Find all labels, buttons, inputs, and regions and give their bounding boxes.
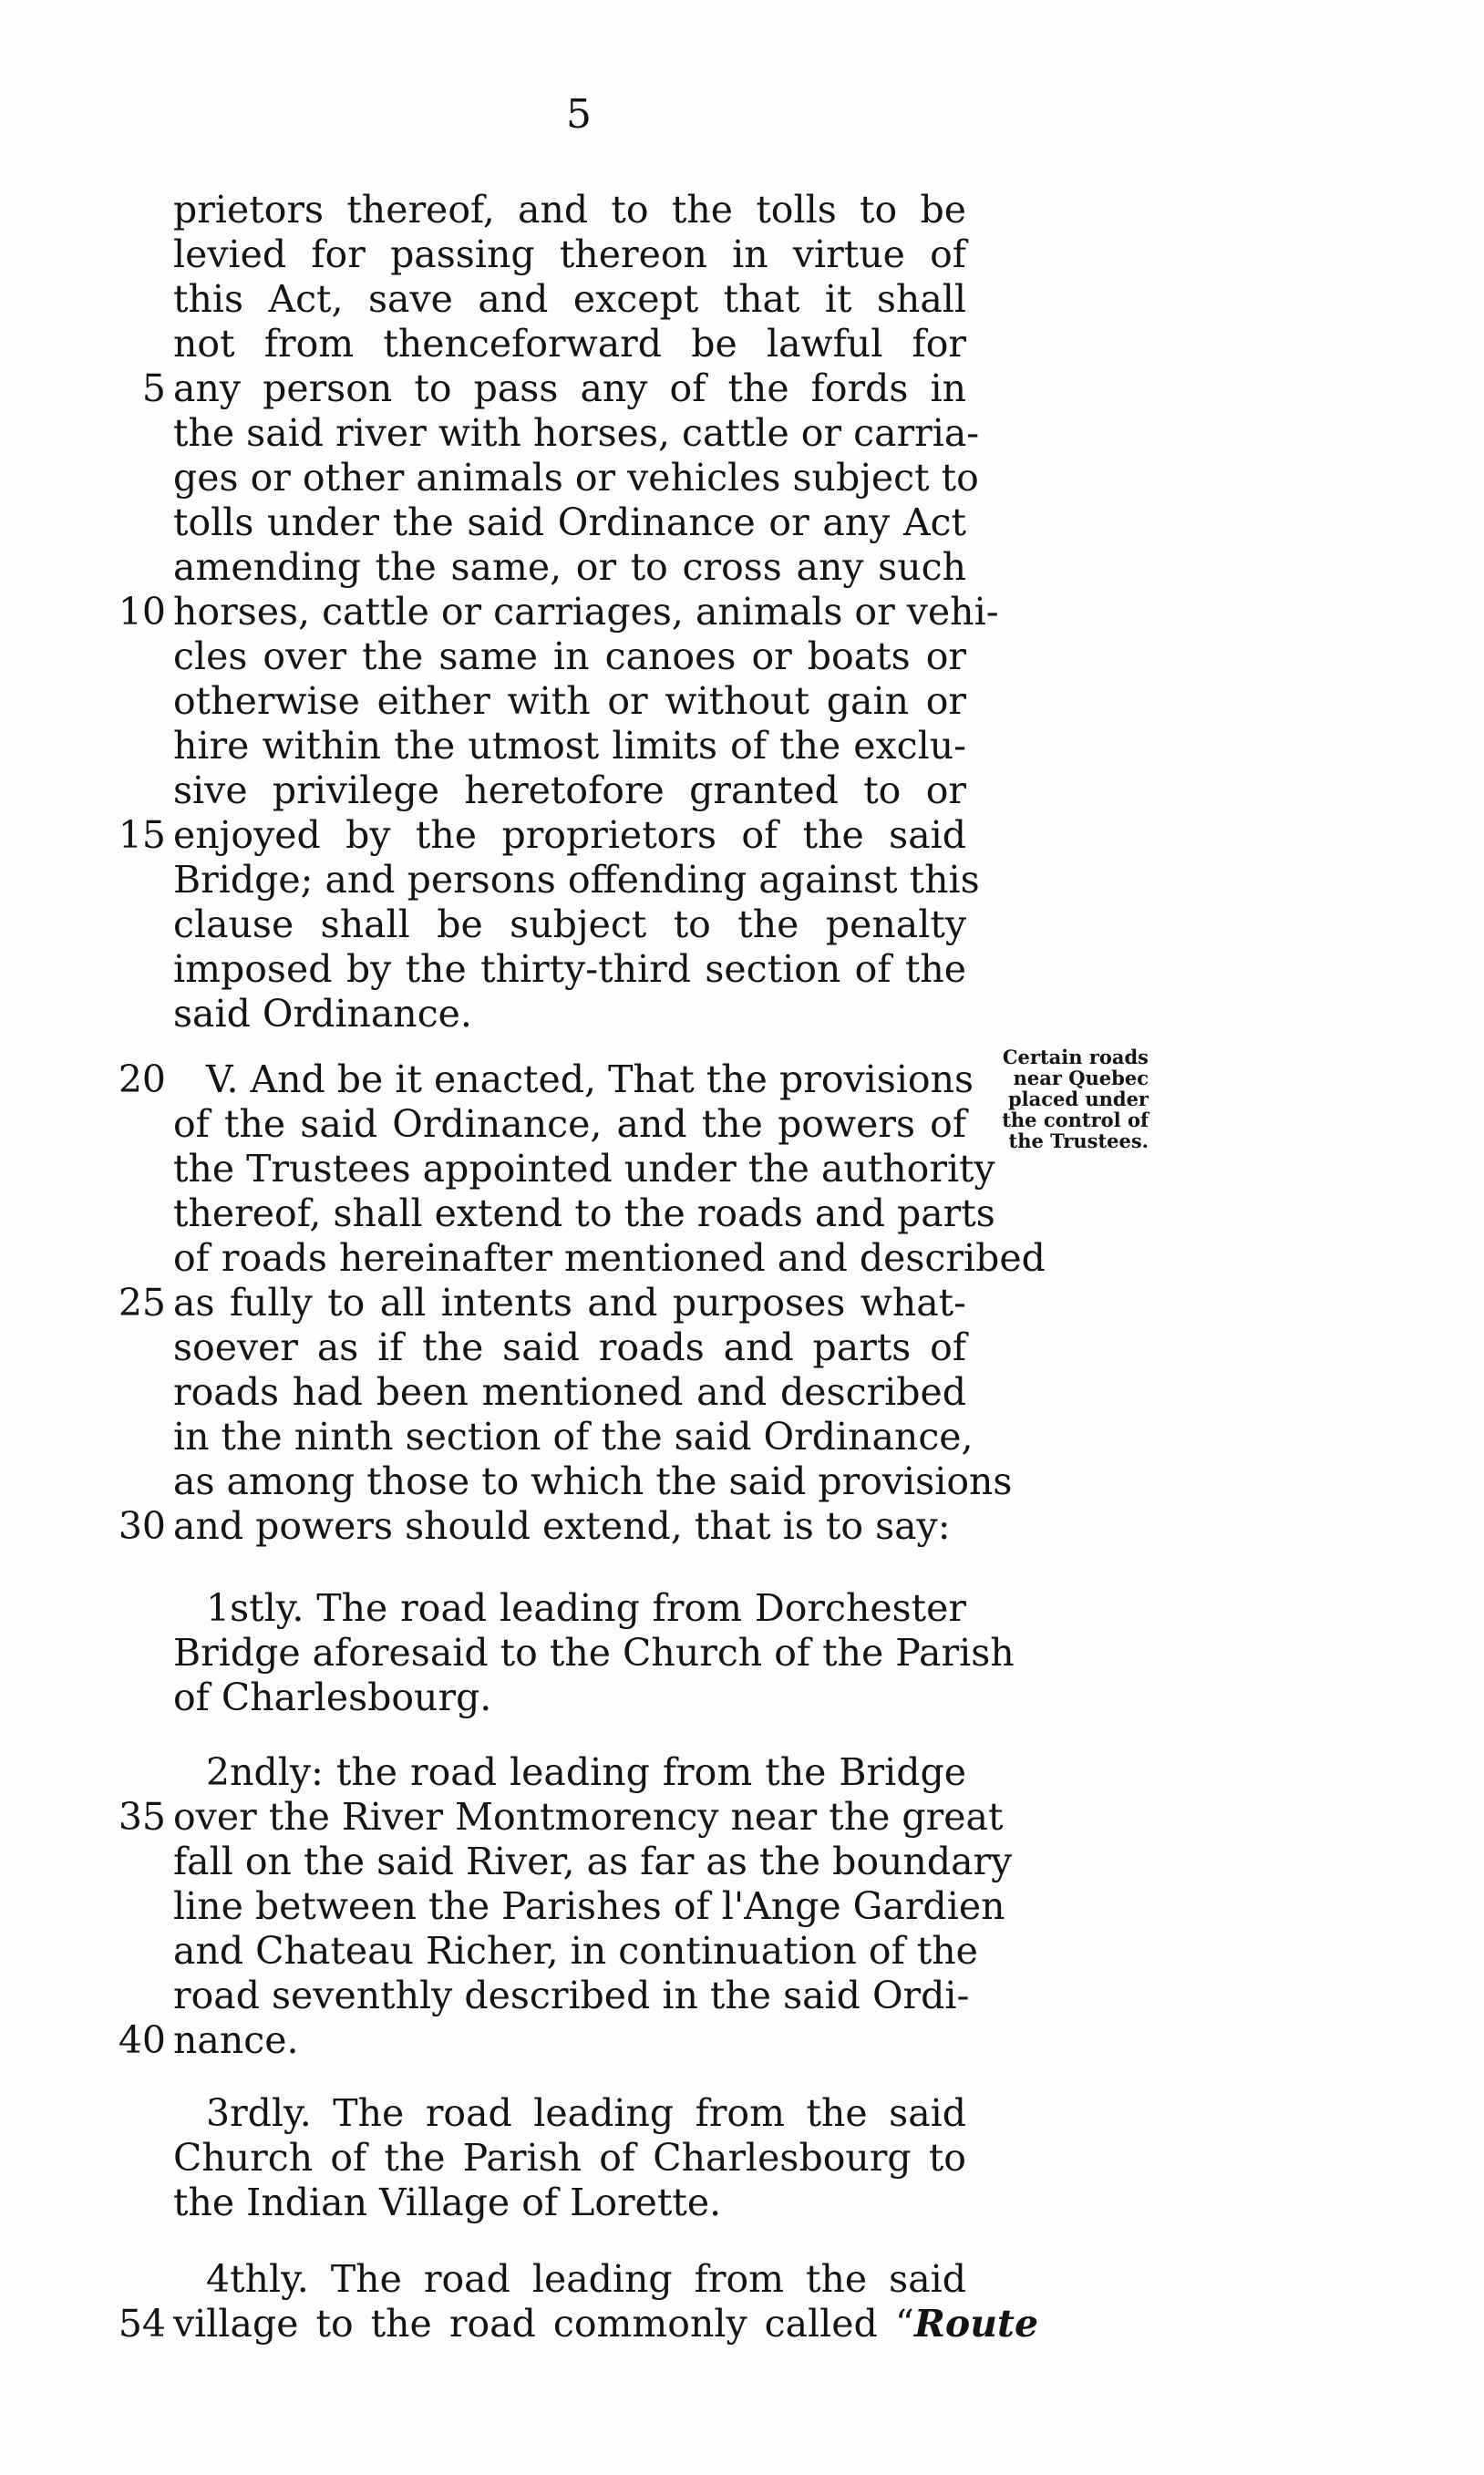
line-number: 10 bbox=[118, 590, 166, 634]
text-line bbox=[173, 1191, 995, 1236]
line-text: levied for passing thereon in virtue of bbox=[173, 232, 966, 276]
text-line bbox=[173, 188, 966, 232]
text-line bbox=[118, 1057, 974, 1102]
text-line bbox=[173, 456, 979, 500]
line-text: sive privilege heretofore granted to or bbox=[173, 768, 966, 812]
line-text: as among those to which the said provisions bbox=[173, 1459, 1013, 1503]
line-text: imposed by the thirty-third section of the bbox=[173, 947, 966, 991]
line-number: 35 bbox=[118, 1795, 166, 1839]
text-line bbox=[173, 902, 966, 947]
text-line bbox=[173, 2257, 966, 2302]
text-line bbox=[173, 1929, 978, 1974]
line-text: 4thly. The road leading from the said bbox=[206, 2257, 966, 2301]
line-text: line between the Parishes of l'Ange Gardien bbox=[173, 1884, 1005, 1928]
paragraph-proprietors bbox=[118, 188, 999, 1036]
item-fourth-road bbox=[118, 2257, 1039, 2346]
page-number: 5 bbox=[566, 91, 592, 138]
line-number: 25 bbox=[118, 1281, 166, 1325]
text-line bbox=[173, 1459, 1013, 1504]
line-number: 5 bbox=[141, 366, 166, 410]
line-text: 1stly. The road leading from Dorchester bbox=[206, 1586, 966, 1630]
line-text: the Indian Village of Lorette. bbox=[173, 2181, 722, 2224]
text-line bbox=[173, 411, 980, 456]
line-text: any person to pass any of the fords in bbox=[173, 366, 966, 410]
line-text: Bridge; and persons offending against this bbox=[173, 858, 980, 902]
line-number: 40 bbox=[118, 2018, 166, 2062]
text-line bbox=[173, 768, 966, 813]
line-text: horses, cattle or carriages, animals or vehi- bbox=[173, 590, 999, 634]
line-number: 20 bbox=[118, 1057, 166, 1101]
line-text: of Charlesbourg. bbox=[173, 1676, 492, 1719]
text-line bbox=[173, 634, 966, 679]
line-text: cles over the same in canoes or boats or bbox=[173, 634, 966, 678]
line-text: over the River Montmorency near the great bbox=[173, 1795, 1004, 1839]
line-number: 54 bbox=[118, 2302, 166, 2346]
margin-note-line: near Quebec bbox=[1013, 1067, 1149, 1089]
margin-note bbox=[975, 1047, 1149, 1151]
text-line bbox=[173, 724, 966, 768]
line-text: 2ndly: the road leading from the Bridge bbox=[206, 1750, 966, 1794]
text-line bbox=[173, 1236, 1046, 1281]
text-line bbox=[118, 590, 999, 634]
text-line bbox=[173, 2091, 966, 2136]
text-line bbox=[118, 1281, 966, 1325]
text-line bbox=[173, 947, 966, 992]
line-text: not from thenceforward be lawful for bbox=[173, 322, 966, 366]
line-text-main: village to the road commonly called “ bbox=[173, 2302, 914, 2346]
item-first-road bbox=[173, 1586, 1015, 1720]
text-line bbox=[173, 1884, 1005, 1929]
line-text: fall on the said River, as far as the boundary bbox=[173, 1840, 1013, 1883]
line-text: enjoyed by the proprietors of the said bbox=[173, 813, 966, 857]
line-number: 15 bbox=[118, 813, 166, 857]
text-line bbox=[173, 1631, 1015, 1676]
line-text: thereof, shall extend to the roads and parts bbox=[173, 1191, 995, 1235]
text-line bbox=[141, 366, 966, 411]
line-text: amending the same, or to cross any such bbox=[173, 545, 966, 589]
line-text: the said river with horses, cattle or carria- bbox=[173, 411, 980, 455]
item-third-road bbox=[173, 2091, 966, 2225]
margin-note-line: the Trustees. bbox=[1008, 1129, 1149, 1152]
text-line bbox=[173, 1102, 966, 1147]
item-second-road bbox=[118, 1750, 1013, 2063]
line-text: roads had been mentioned and described bbox=[173, 1370, 966, 1414]
line-text: ges or other animals or vehicles subject to bbox=[173, 456, 979, 500]
text-line bbox=[173, 322, 966, 366]
line-text: the Trustees appointed under the authority bbox=[173, 1147, 995, 1191]
line-text: as fully to all intents and purposes what- bbox=[173, 1281, 966, 1325]
line-text: tolls under the said Ordinance or any Act bbox=[173, 500, 966, 544]
text-line bbox=[173, 858, 980, 902]
margin-note-line: the control of bbox=[1002, 1109, 1149, 1131]
text-line bbox=[173, 1840, 1013, 1884]
text-line bbox=[173, 1586, 966, 1631]
text-line bbox=[173, 1415, 974, 1459]
line-text: Church of the Parish of Charlesbourg to bbox=[173, 2136, 966, 2180]
line-text: clause shall be subject to the penalty bbox=[173, 902, 966, 946]
line-text: 3rdly. The road leading from the said bbox=[206, 2091, 966, 2135]
section-v-paragraph bbox=[118, 1057, 1046, 1549]
line-text: and Chateau Richer, in continuation of the bbox=[173, 1929, 978, 1973]
text-line bbox=[118, 1795, 1004, 1840]
line-text: prietors thereof, and to the tolls to be bbox=[173, 188, 966, 232]
line-text: soever as if the said roads and parts of bbox=[173, 1325, 966, 1369]
text-line bbox=[173, 679, 966, 724]
line-text: of roads hereinafter mentioned and described bbox=[173, 1236, 1046, 1280]
text-line bbox=[173, 992, 966, 1036]
text-line bbox=[118, 1504, 966, 1549]
line-text: V. And be it enacted, That the provisions bbox=[206, 1057, 974, 1101]
text-line bbox=[173, 1147, 995, 1191]
line-text: hire within the utmost limits of the exclu- bbox=[173, 724, 966, 768]
line-text: road seventhly described in the said Ordi- bbox=[173, 1974, 970, 2017]
line-text: and powers should extend, that is to say: bbox=[173, 1504, 951, 1548]
text-line bbox=[173, 545, 966, 590]
line-text: this Act, save and except that it shall bbox=[173, 277, 966, 321]
line-text: of the said Ordinance, and the powers of bbox=[173, 1102, 966, 1146]
margin-note-line: placed under bbox=[1007, 1088, 1149, 1110]
line-text: in the ninth section of the said Ordinance, bbox=[173, 1415, 974, 1459]
text-line bbox=[173, 2181, 966, 2225]
text-line bbox=[118, 813, 966, 858]
text-line bbox=[118, 2302, 1039, 2346]
text-line bbox=[173, 1325, 966, 1370]
line-text: otherwise either with or without gain or bbox=[173, 679, 966, 723]
line-text: nance. bbox=[173, 2018, 299, 2062]
line-number: 30 bbox=[118, 1504, 166, 1548]
text-line bbox=[173, 277, 966, 322]
text-line bbox=[173, 1370, 966, 1415]
line-text: said Ordinance. bbox=[173, 992, 472, 1036]
text-line bbox=[173, 1750, 966, 1795]
text-line bbox=[118, 2018, 966, 2063]
line-text-italic: Route bbox=[913, 2302, 1039, 2346]
text-line bbox=[173, 1974, 970, 2018]
text-line bbox=[173, 500, 966, 545]
text-line bbox=[173, 232, 966, 277]
text-line bbox=[173, 1676, 966, 1720]
margin-note-line: Certain roads bbox=[1002, 1046, 1149, 1068]
line-text bbox=[173, 2302, 1039, 2346]
text-line bbox=[173, 2136, 966, 2181]
line-text: Bridge aforesaid to the Church of the Parish bbox=[173, 1631, 1015, 1675]
